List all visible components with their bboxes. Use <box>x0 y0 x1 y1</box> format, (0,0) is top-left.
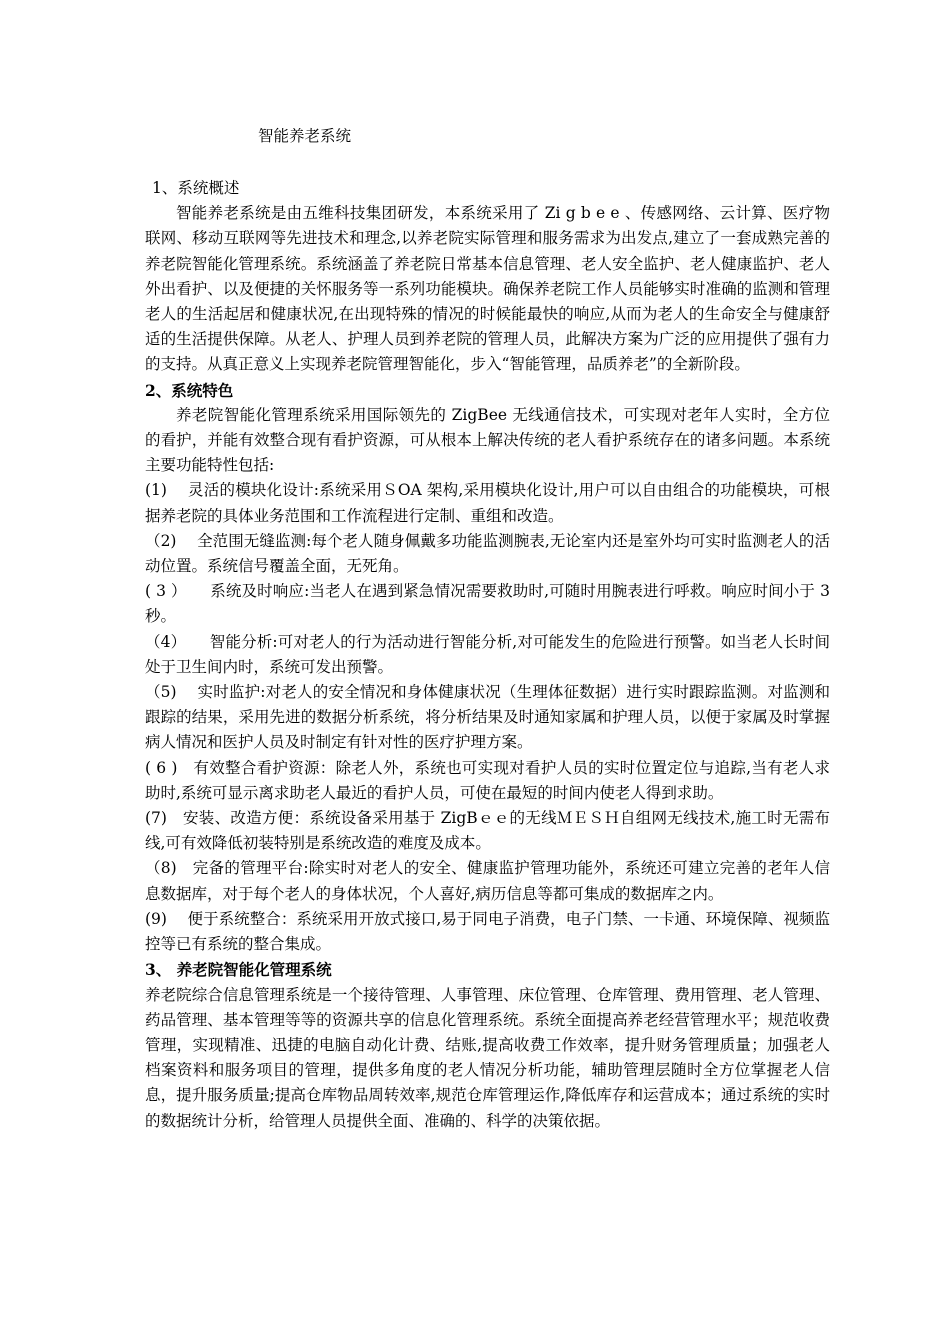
overview-paragraph: 智能养老系统是由五维科技集团研发，本系统采用了 Zi g b e e 、传感网络、云计算、医疗物联网、移动互联网等先进技术和理念,以养老院实际管理和服务需求为出发点,建立了一套成熟完善的养老院智能化管理系统。系统涵盖了养老院日常基本信息管理、老人安全监护、老人健康监护、老人外出看护、以及便捷的关怀服务等一系列功能模块。确保养老院工作人员能够实时准确的监测和管理老人的生活起居和健康状况,在出现特殊的情况的时候能最快的响应,从而为老人的生命安全与健康舒适的生活提供保障。从老人、护理人员到养老院的管理人员，此解决方案为广泛的应用提供了强有力的支持。从真正意义上实现养老院管理智能化，步入“智能管理，品质养老”的全新阶段。 <box>145 204 830 374</box>
document-title: 智能养老系统 <box>258 127 352 145</box>
feature-item-8: （8) 完备的管理平台:除实时对老人的安全、健康监护管理功能外，系统还可建立完善的老年人信息数据库，对于每个老人的身体状况，个人喜好,病历信息等都可集成的数据库之内。 <box>145 859 830 903</box>
feature-item-7: (7) 安装、改造方便：系统设备采用基于 ZigBｅｅ的无线ＭＥＳＨ自组网无线技术,施工时无需布线,可有效降低初装特别是系统改造的难度及成本。 <box>145 809 830 853</box>
feature-item-6: ( 6 ) 有效整合看护资源：除老人外，系统也可实现对看护人员的实时位置定位与追踪,当有老人求助时,系统可显示离求助老人最近的看护人员，可使在最短的时间内使老人得到求助。 <box>145 758 830 802</box>
features-intro-paragraph: 养老院智能化管理系统采用国际领先的 ZigBee 无线通信技术，可实现对老年人实时，全方位的看护，并能有效整合现有看护资源，可从根本上解决传统的老人看护系统存在的诸多问题。本系统主要功能特性包括: <box>145 405 830 475</box>
section-heading-overview: 1、系统概述 <box>152 179 240 197</box>
management-paragraph: 养老院综合信息管理系统是一个接待管理、人事管理、床位管理、仓库管理、费用管理、老人管理、药品管理、基本管理等等的资源共享的信息化管理系统。系统全面提高养老经营管理水平；规范收费管理，实现精准、迅捷的电脑自动化计费、结账,提高收费工作效率，提升财务管理质量；加强老人档案资料和服务项目的管理，提供多角度的老人情况分析功能，辅助管理层随时全方位掌握老人信息，提升服务质量;提高仓库物品周转效率,规范仓库管理运作,降低库存和运营成本；通过系统的实时的数据统计分析，给管理人员提供全面、准确的、科学的决策依据。 <box>145 985 830 1130</box>
feature-item-5: （5) 实时监护:对老人的安全情况和身体健康状况（生理体征数据）进行实时跟踪监测。对监测和跟踪的结果，采用先进的数据分析系统，将分析结果及时通知家属和护理人员，以便于家属及时掌握病人情况和医护人员及时制定有针对性的医疗护理方案。 <box>145 683 830 752</box>
feature-item-4: （4） 智能分析:可对老人的行为活动进行智能分析,对可能发生的危险进行预警。如当老人长时间处于卫生间内时，系统可发出预警。 <box>145 632 830 676</box>
feature-item-9: (9) 便于系统整合：系统采用开放式接口,易于同电子消费，电子门禁、一卡通、环境保障、视频监控等已有系统的整合集成。 <box>145 909 830 954</box>
document-body <box>145 176 830 1134</box>
feature-item-1: (1) 灵活的模块化设计:系统采用ＳOA 架构,采用模块化设计,用户可以自由组合的功能模块，可根据养老院的具体业务范围和工作流程进行定制、重组和改造。 <box>145 481 830 525</box>
feature-item-2: （2) 全范围无缝监测:每个老人随身佩戴多功能监测腕表,无论室内还是室外均可实时监测老人的活动位置。系统信号覆盖全面，无死角。 <box>145 531 830 576</box>
section-heading-management: 3、 养老院智能化管理系统 <box>145 960 332 980</box>
feature-item-3: ( 3 ） 系统及时响应:当老人在遇到紧急情况需要救助时,可随时用腕表进行呼救。响应时间小于 3 秒。 <box>145 582 830 626</box>
section-heading-features: 2、系统特色 <box>145 380 234 400</box>
